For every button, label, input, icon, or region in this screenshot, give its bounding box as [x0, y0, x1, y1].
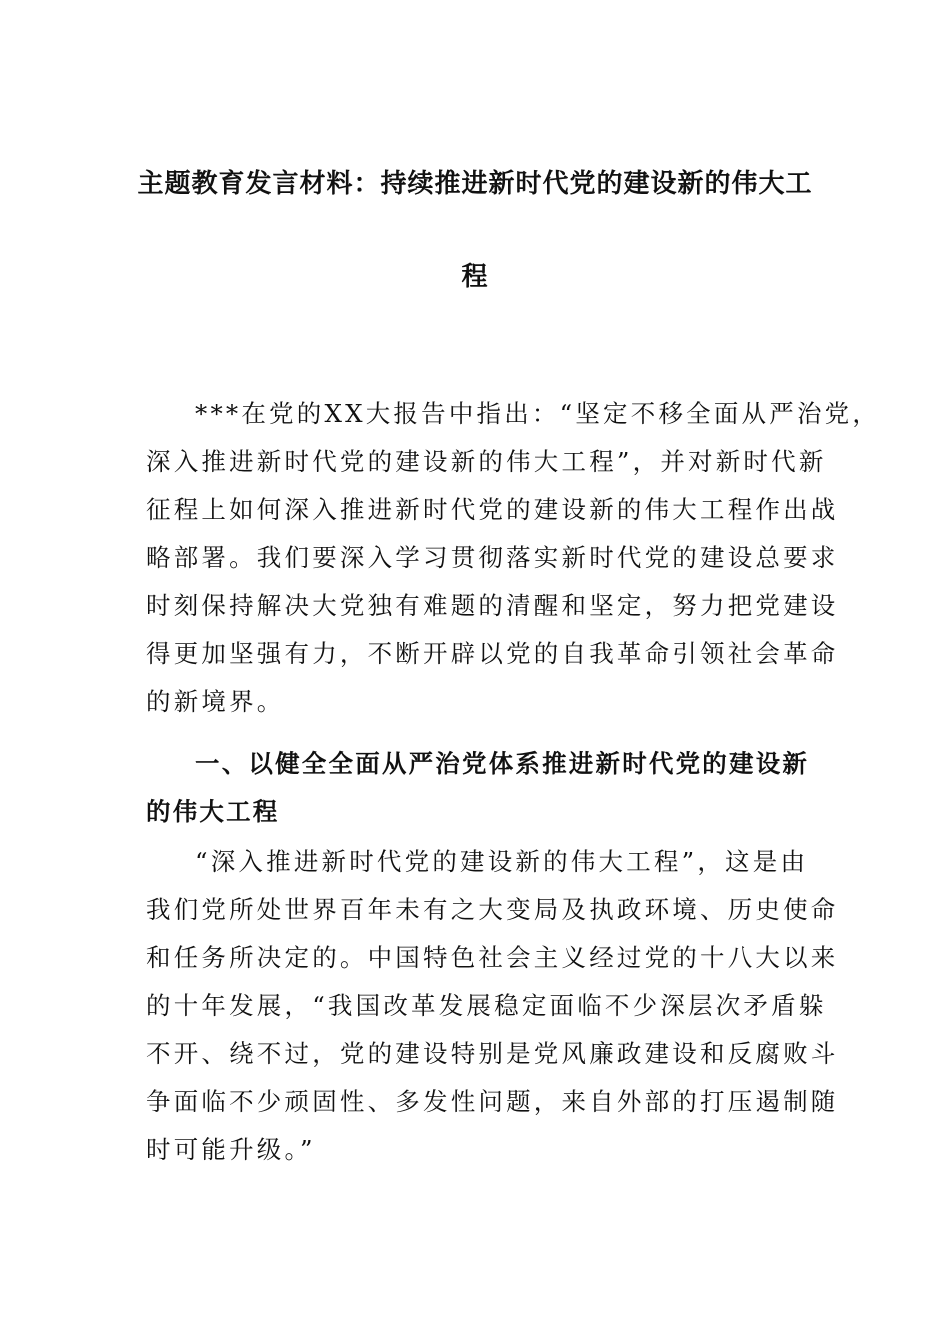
- section-heading-line: 一、以健全全面从严治党体系推进新时代党的建设新: [195, 749, 810, 778]
- paragraph-1-line: 时刻保持解决大党独有难题的清醒和坚定，努力把党建设: [146, 591, 839, 620]
- document-title-line-1: 主题教育发言材料：持续推进新时代党的建设新的伟大工: [137, 169, 813, 199]
- paragraph-2-line: 不开、绕不过，党的建设特别是党风廉政建设和反腐败斗: [146, 1039, 839, 1068]
- paragraph-1-line: 得更加坚强有力，不断开辟以党的自我革命引领社会革命: [146, 639, 839, 668]
- paragraph-2-line: “深入推进新时代党的建设新的伟大工程”，这是由: [195, 847, 809, 876]
- paragraph-1-line: 略部署。我们要深入学习贯彻落实新时代党的建设总要求: [146, 543, 839, 572]
- paragraph-2-line: 我们党所处世界百年未有之大变局及执政环境、历史使命: [146, 895, 839, 924]
- paragraph-1-line: 深入推进新时代党的建设新的伟大工程”，并对新时代新: [146, 447, 827, 476]
- paragraph-1-line: 的新境界。: [146, 687, 285, 716]
- document-title-line-2: 程: [461, 262, 489, 292]
- section-heading-line: 的伟大工程: [146, 797, 280, 826]
- paragraph-2-line: 时可能升级。”: [146, 1135, 316, 1164]
- paragraph-2-line: 的十年发展，“我国改革发展稳定面临不少深层次矛盾躲: [146, 991, 827, 1020]
- paragraph-1-line: ***在党的XX大报告中指出：“坚定不移全面从严治党，: [195, 399, 881, 428]
- paragraph-2-line: 和任务所决定的。中国特色社会主义经过党的十八大以来: [146, 943, 839, 972]
- paragraph-2-line: 争面临不少顽固性、多发性问题，来自外部的打压遏制随: [146, 1087, 839, 1116]
- paragraph-1-line: 征程上如何深入推进新时代党的建设新的伟大工程作出战: [146, 495, 839, 524]
